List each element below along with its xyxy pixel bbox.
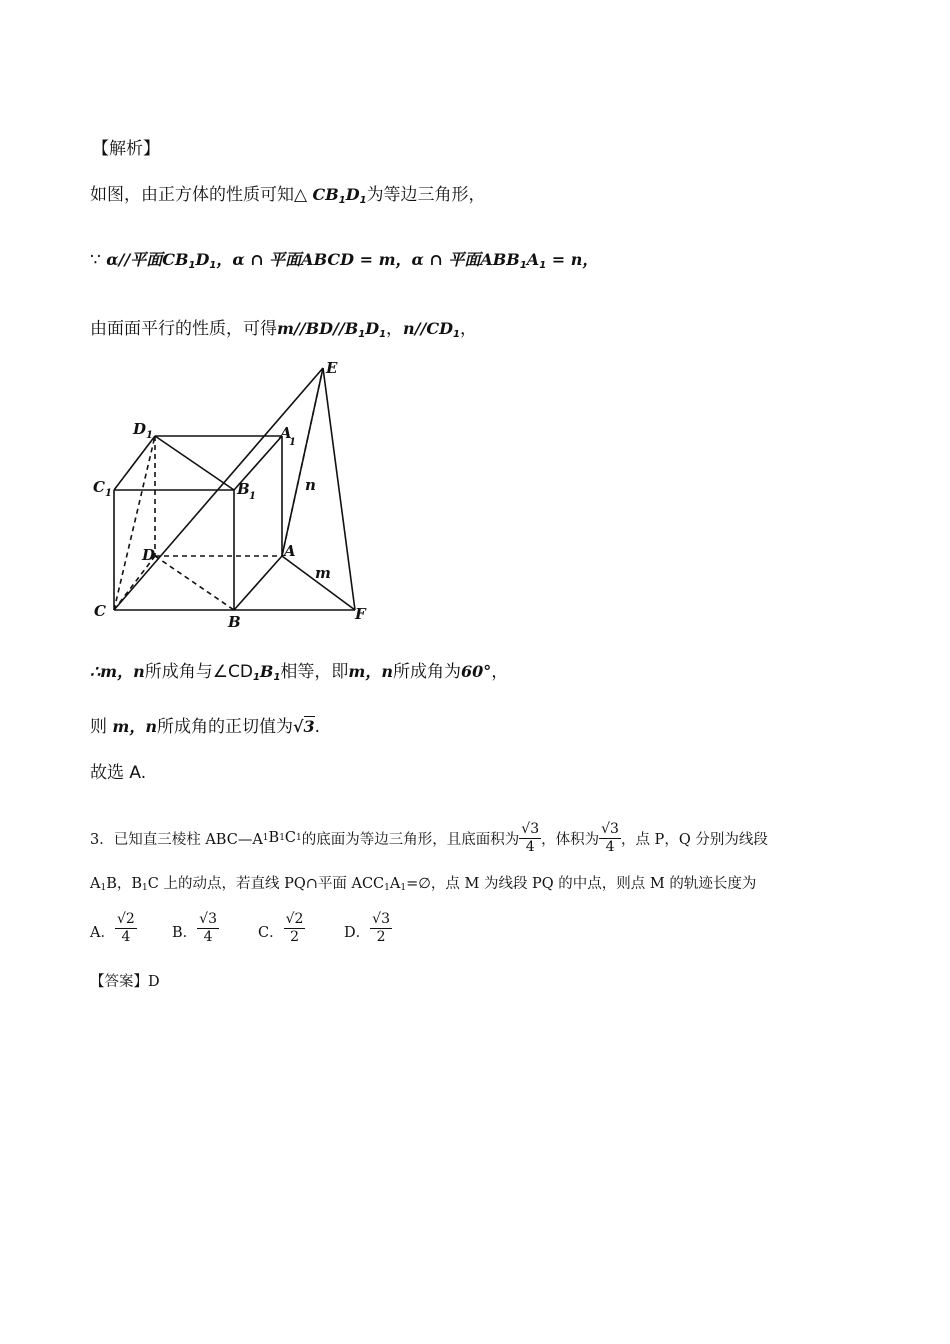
line4-text: 所成角为 [393,662,461,682]
line4-text: 相等，即 [280,662,349,682]
options-row [90,903,430,953]
label-A1: A [280,424,292,442]
line5-text: 则 [90,717,107,737]
frac-numerator: 3 [381,910,390,927]
option-d [344,912,430,944]
q3-text: C [284,830,297,846]
frac-denominator: 2 [376,928,386,945]
q3-sub: 1 [384,883,390,893]
q3-sub: 1 [296,833,302,843]
q3-sub: 1 [279,833,285,843]
q3-text: C 上的动点，若直线 PQ∩平面 ACC [147,876,385,892]
line4-math: m，n [348,662,393,681]
frac-numerator: 3 [610,820,619,837]
q3-sub: 1 [400,883,407,893]
because-symbol: ∵ [90,250,101,270]
option-a [90,912,172,944]
cube-figure [88,355,388,635]
label-sub: 1 [289,437,296,448]
sqrt-value: 3 [303,717,315,736]
analysis-heading: 【解析】 [92,139,160,159]
line2-sub: 1 [209,260,217,271]
q3-sub: 1 [142,883,148,893]
label-sub: 1 [249,491,256,502]
q3-sub: 1 [262,833,269,843]
line2-sub: 1 [188,260,196,271]
line2-math: D [195,250,210,269]
line4-sub: 1 [252,672,260,683]
label-C: C [94,602,106,620]
triangle-symbol: △ [294,185,308,205]
line3-sub: 1 [379,329,387,340]
line1-math-d: D [345,185,360,204]
sqrt-symbol: √ [292,717,304,736]
option-fraction: $\frac{√3}{4}$ [199,910,217,945]
frac-numerator: 2 [294,910,304,927]
label-E: E [326,359,338,377]
q3-text: B，B [106,876,143,892]
analysis-line-3 [90,314,477,340]
q3-sub: 1 [100,883,107,893]
q3-text: ，体积为 [541,831,600,848]
option-fraction: $\frac{√3}{2}$ [372,910,390,945]
line5-text: 所成角的正切值为 [156,717,293,737]
option-label: C． [258,925,284,942]
frac-denominator: 2 [290,928,299,945]
question-3-line-1 [90,808,768,868]
line2-math: ，α ∩ 平面ABCD = m，α ∩ 平面ABB [216,250,520,269]
line4-math: B [259,662,274,681]
q3-text: B [268,830,280,846]
line1-sub: 1 [359,195,367,206]
line4-tail: ， [491,662,509,682]
option-b [172,912,258,944]
line3-tail: ， [459,319,477,339]
line4-sub: 1 [273,672,281,683]
label-sub: 1 [146,430,153,441]
label-A: A [284,542,296,560]
line4-degree: 60° [461,662,492,681]
analysis-line-6: 故选 A. [90,763,147,783]
label-C1: C [93,478,105,496]
analysis-line-5 [90,712,320,737]
line2-sub: 1 [539,260,547,271]
line1-math-cb: CB [312,185,339,204]
line4-text: 所成角与∠CD [144,662,253,682]
answer-line: 【答案】D [90,974,160,990]
fraction-base-area: $\frac{√3}{4}$ [521,820,540,855]
frac-numerator: 2 [125,910,135,927]
line2-sub: 1 [519,260,527,271]
q3-text: A [389,876,401,892]
frac-numerator: 3 [208,910,217,927]
q3-text: A [90,876,101,892]
line1-text: 如图，由正方体的性质可知 [90,185,294,205]
label-F: F [355,605,366,623]
question-3-line-2 [90,872,756,893]
analysis-line-4 [90,657,508,683]
frac-denominator: 4 [605,838,615,855]
line3-sub: 1 [452,329,460,340]
line3-sub: 1 [358,329,366,340]
option-fraction: $\frac{√2}{2}$ [285,910,304,945]
label-m: m [315,564,331,582]
line1-sub: 1 [338,195,346,206]
analysis-line-1 [90,180,486,206]
label-B: B [228,613,241,631]
option-fraction: $\frac{√2}{4}$ [116,910,135,945]
line5-math: m，n [112,717,157,736]
line2-math: α//平面CB [106,250,189,269]
q3-text: =∅，点 M 为线段 PQ 的中点，则点 M 的轨迹长度为 [406,876,757,892]
option-label: B． [172,925,198,942]
line3-math: n//CD [403,319,453,338]
q3-text: 的底面为等边三角形，且底面积为 [301,831,520,848]
fraction-volume: $\frac{√3}{4}$ [601,820,619,855]
line3-math: D [365,319,380,338]
option-label: A． [90,925,115,942]
q3-text: ，点 P，Q 分别为线段 [620,831,768,848]
option-label: D． [344,925,371,942]
option-c [258,912,344,944]
label-D: D [142,546,156,564]
line3-text: 由面面平行的性质，可得 [90,319,277,339]
frac-numerator: 3 [530,820,540,837]
line2-math: A [526,250,540,269]
line3-comma: ， [386,319,404,339]
frac-denominator: 4 [121,928,131,945]
line1-tail: 为等边三角形， [366,185,486,205]
label-B1: B [237,480,250,498]
line5-tail: . [314,717,321,737]
frac-denominator: 4 [525,838,535,855]
line3-math: m//BD//B [277,319,359,338]
label-D1: D [133,420,147,438]
line4-math: ∴m，n [90,662,145,681]
label-sub: 1 [105,488,112,499]
label-n: n [305,476,316,494]
frac-denominator: 4 [203,928,213,945]
line2-math: = n， [546,250,599,269]
q3-text: 3．已知直三棱柱 ABC—A [90,831,263,848]
analysis-line-2 [90,247,598,271]
